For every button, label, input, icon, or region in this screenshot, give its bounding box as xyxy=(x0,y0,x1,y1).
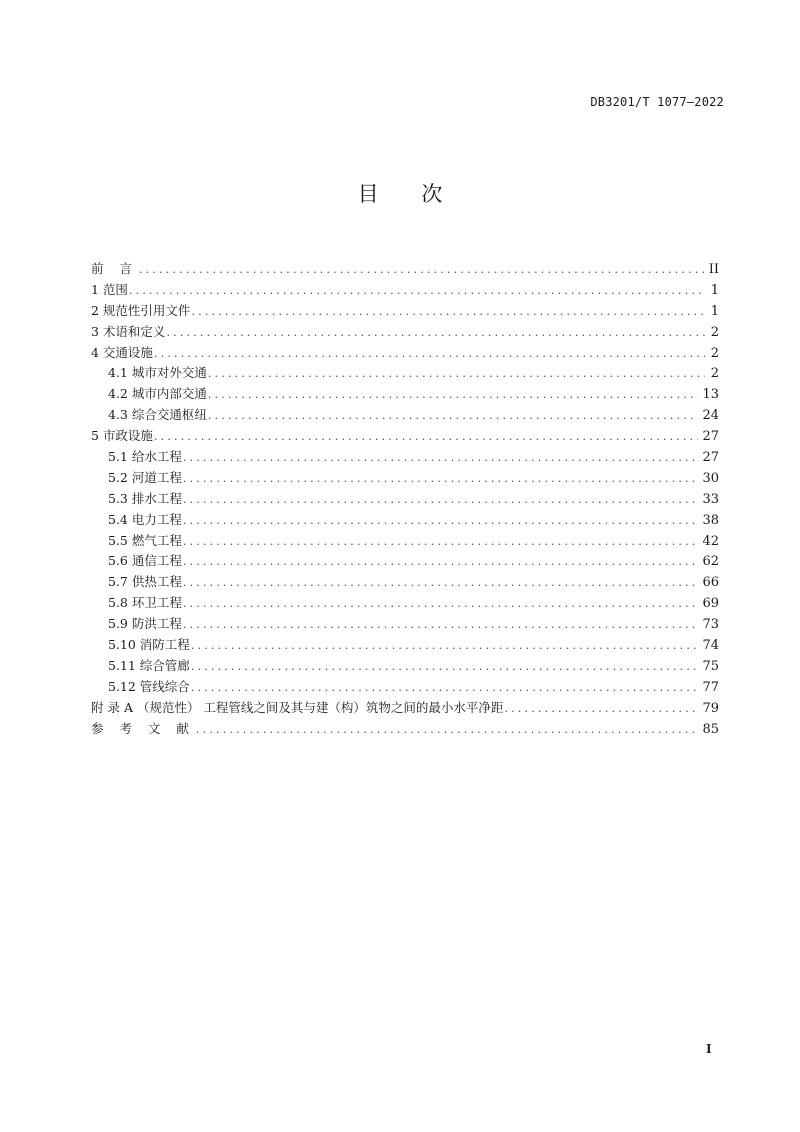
toc-dot-leader xyxy=(154,427,699,447)
toc-dot-leader xyxy=(183,615,699,635)
toc-entry[interactable] xyxy=(91,510,719,531)
toc-entry-page: 74 xyxy=(702,638,719,654)
toc-entry-label: 2 规范性引用文件 xyxy=(91,302,191,318)
toc-entry-page: 27 xyxy=(702,450,719,466)
toc-entry[interactable] xyxy=(91,384,719,405)
toc-entry-label: 3 术语和定义 xyxy=(91,323,166,339)
toc-dot-leader xyxy=(191,636,699,656)
toc-dot-leader xyxy=(183,552,699,572)
toc-entry-page: 66 xyxy=(702,575,719,591)
toc-dot-leader xyxy=(208,364,705,384)
toc-entry-page: 38 xyxy=(702,512,719,528)
toc-dot-leader xyxy=(139,260,705,280)
toc-entry-page: 2 xyxy=(710,345,719,361)
toc-dot-leader xyxy=(183,469,699,489)
toc-entry-page: 75 xyxy=(702,658,719,674)
toc-entry-label: 4.3 综合交通枢纽 xyxy=(108,407,207,423)
toc-entry-label: 参 考 文 献 xyxy=(91,720,195,736)
toc-dot-leader xyxy=(191,678,699,698)
toc-entry-label: 4 交通设施 xyxy=(91,344,153,360)
toc-entry[interactable] xyxy=(91,677,719,698)
toc-entry-page: 33 xyxy=(702,491,719,507)
toc-entry-page: 13 xyxy=(702,387,719,403)
toc-entry-page: 1 xyxy=(710,303,719,319)
toc-entry[interactable] xyxy=(91,531,719,552)
toc-entry-label: 5.9 防洪工程 xyxy=(108,616,182,632)
toc-entry-label: 5.1 给水工程 xyxy=(108,449,182,465)
toc-entry[interactable] xyxy=(91,426,719,447)
toc-entry[interactable] xyxy=(91,468,719,489)
toc-entry[interactable] xyxy=(91,280,719,301)
toc-entry-label: 附 录 A （规范性） 工程管线之间及其与建（构）筑物之间的最小水平净距 xyxy=(91,699,504,715)
toc-dot-leader xyxy=(191,302,705,322)
toc-entry-label: 5.4 电力工程 xyxy=(108,511,182,527)
toc-dot-leader xyxy=(183,573,699,593)
toc-entry-label: 5.2 河道工程 xyxy=(108,469,182,485)
toc-dot-leader xyxy=(208,385,699,405)
page-title: 目 次 xyxy=(357,182,461,206)
toc-entry-label: 5.6 通信工程 xyxy=(108,553,182,569)
toc-entry[interactable] xyxy=(91,719,719,740)
toc-dot-leader xyxy=(183,511,699,531)
toc-dot-leader xyxy=(166,323,705,343)
page-number: I xyxy=(706,1042,712,1056)
toc-entry-label: 5.7 供热工程 xyxy=(108,574,182,590)
toc-entry-page: 77 xyxy=(702,679,719,695)
toc-entry-label: 5.5 燃气工程 xyxy=(108,532,182,548)
toc-dot-leader xyxy=(183,532,699,552)
toc-entry-label: 5.12 管线综合 xyxy=(108,678,190,694)
toc-entry-page: 27 xyxy=(702,429,719,445)
toc-entry[interactable] xyxy=(91,363,719,384)
toc-entry-page: 73 xyxy=(702,617,719,633)
toc-entry[interactable] xyxy=(91,551,719,572)
toc-entry-label: 前 言 xyxy=(91,261,138,276)
toc-entry[interactable] xyxy=(91,259,719,280)
toc-dot-leader xyxy=(208,406,699,426)
document-code: DB3201/T 1077—2022 xyxy=(590,95,724,109)
toc-entry-label: 5.3 排水工程 xyxy=(108,490,182,506)
toc-entry-page: 42 xyxy=(702,533,719,549)
toc-entry-label: 5.11 综合管廊 xyxy=(108,657,190,673)
toc-dot-leader xyxy=(504,699,698,719)
toc-entry-label: 4.2 城市内部交通 xyxy=(108,386,207,402)
toc-entry[interactable] xyxy=(91,301,719,322)
toc-entry-page: II xyxy=(708,262,719,277)
toc-entry[interactable] xyxy=(91,698,719,719)
toc-entry-label: 5.10 消防工程 xyxy=(108,637,190,653)
toc-dot-leader xyxy=(196,720,699,740)
toc-entry-page: 2 xyxy=(710,324,719,340)
toc-entry-page: 69 xyxy=(702,596,719,612)
toc-entry-label: 1 范围 xyxy=(91,281,128,297)
toc-entry[interactable] xyxy=(91,572,719,593)
table-of-contents xyxy=(91,259,719,739)
toc-entry[interactable] xyxy=(91,656,719,677)
toc-entry[interactable] xyxy=(91,614,719,635)
toc-entry[interactable] xyxy=(91,343,719,364)
toc-entry[interactable] xyxy=(91,447,719,468)
toc-entry-label: 4.1 城市对外交通 xyxy=(108,365,207,381)
toc-entry-label: 5 市政设施 xyxy=(91,428,153,444)
toc-dot-leader xyxy=(191,657,699,677)
toc-entry[interactable] xyxy=(91,635,719,656)
toc-entry-page: 79 xyxy=(702,700,719,716)
toc-dot-leader xyxy=(183,490,699,510)
toc-entry-page: 30 xyxy=(702,470,719,486)
toc-entry-page: 62 xyxy=(702,554,719,570)
toc-entry[interactable] xyxy=(91,405,719,426)
toc-dot-leader xyxy=(129,281,705,301)
toc-entry[interactable] xyxy=(91,489,719,510)
toc-dot-leader xyxy=(183,594,699,614)
toc-entry-page: 2 xyxy=(710,366,719,382)
toc-entry-page: 1 xyxy=(710,282,719,298)
toc-entry[interactable] xyxy=(91,322,719,343)
toc-entry-label: 5.8 环卫工程 xyxy=(108,595,182,611)
toc-entry[interactable] xyxy=(91,593,719,614)
toc-dot-leader xyxy=(183,448,699,468)
toc-dot-leader xyxy=(154,344,705,364)
toc-entry-page: 24 xyxy=(702,408,719,424)
toc-entry-page: 85 xyxy=(702,721,719,737)
